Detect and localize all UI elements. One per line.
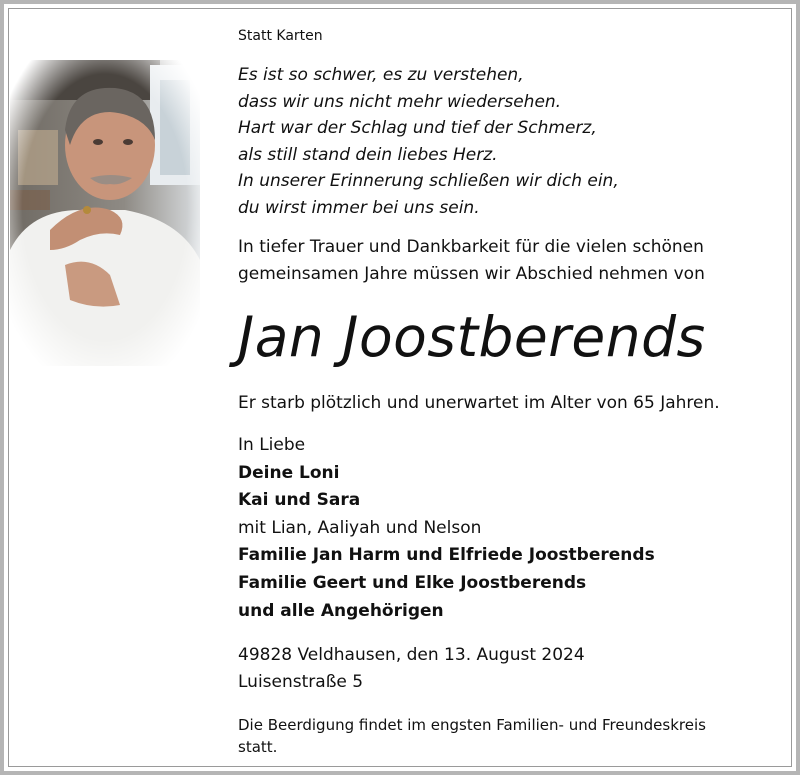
mourner-line: Familie Geert und Elke Joostberends <box>238 572 587 593</box>
mourner-line: und alle Angehörigen <box>238 600 444 621</box>
street-address: Luisenstraße 5 <box>238 672 364 692</box>
poem-line: dass wir uns nicht mehr wiedersehen. <box>238 91 562 112</box>
place-date: 49828 Veldhausen, den 13. August 2024 <box>238 645 585 665</box>
poem-line: Hart war der Schlag und tief der Schmerz, <box>238 118 597 139</box>
mourner-line: Kai und Sara <box>238 490 361 511</box>
funeral-note-line: Die Beerdigung findet im engsten Familien- und Freundeskreis <box>238 716 706 734</box>
header-note: Statt Karten <box>238 28 323 44</box>
intro-text <box>238 234 705 288</box>
poem-line: als still stand dein liebes Herz. <box>238 144 498 165</box>
portrait-photo <box>10 60 200 366</box>
portrait-illustration <box>10 60 200 366</box>
mourner-line: Deine Loni <box>238 462 340 483</box>
poem-line: In unserer Erinnerung schließen wir dich ein, <box>238 171 619 192</box>
deceased-name: Jan Joostberends <box>238 305 706 369</box>
poem-line: Es ist so schwer, es zu verstehen, <box>238 65 524 85</box>
mourner-line: mit Lian, Aaliyah und Nelson <box>238 517 482 538</box>
poem-line: du wirst immer bei uns sein. <box>238 197 480 218</box>
mourner-line: Familie Jan Harm und Elfriede Joostberends <box>238 545 655 566</box>
funeral-note <box>238 714 798 758</box>
poem <box>238 62 619 222</box>
intro-line: gemeinsamen Jahre müssen wir Abschied nehmen von <box>238 264 705 284</box>
address-block <box>238 642 585 696</box>
funeral-note-line: statt. <box>238 738 278 756</box>
mourners-list <box>238 432 655 625</box>
mourners-opening: In Liebe <box>238 435 306 455</box>
death-note: Er starb plötzlich und unerwartet im Alter von 65 Jahren. <box>238 393 720 413</box>
intro-line: In tiefer Trauer und Dankbarkeit für die vielen schönen <box>238 237 704 257</box>
